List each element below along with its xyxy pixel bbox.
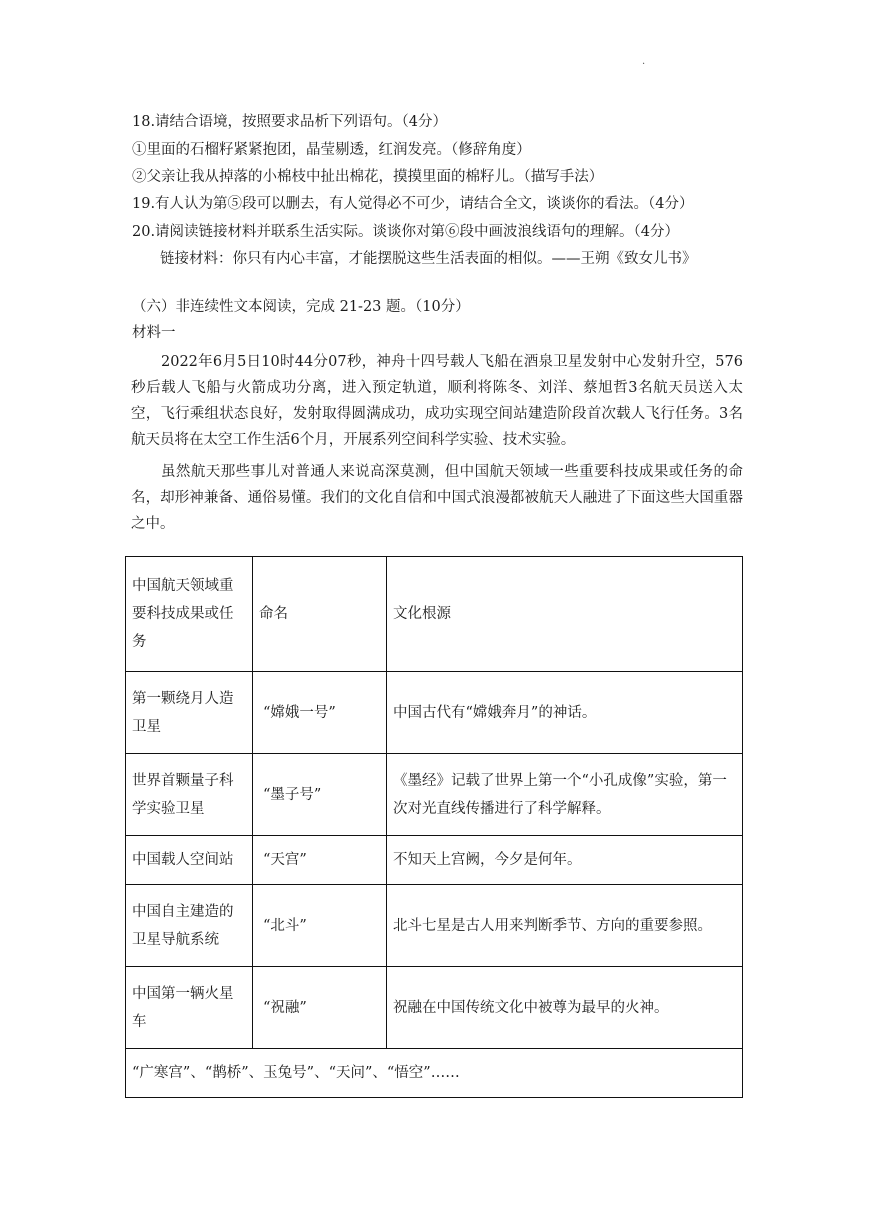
- cell-origin: 北斗七星是古人用来判断季节、方向的重要参照。: [387, 885, 743, 967]
- paragraph-2: [131, 459, 743, 537]
- cell-achievement: 世界首颗量子科学实验卫星: [126, 754, 253, 836]
- table-row: [126, 754, 743, 836]
- cell-name: “祝融”: [253, 967, 387, 1049]
- cell-achievement: 中国第一辆火星车: [126, 967, 253, 1049]
- cell-origin: 《墨经》记载了世界上第一个“小孔成像”实验，第一次对光直线传播进行了科学解释。: [387, 754, 743, 836]
- cell-achievement: 中国载人空间站: [126, 836, 253, 885]
- cell-name: “北斗”: [253, 885, 387, 967]
- table-row: [126, 967, 743, 1049]
- cell-origin: 不知天上宫阙，今夕是何年。: [387, 836, 743, 885]
- link-material: 链接材料：你只有内心丰富，才能摆脱这些生活表面的相似。——王朔《致女儿书》: [160, 251, 697, 267]
- cell-achievement: 中国自主建造的卫星导航系统: [126, 885, 253, 967]
- header-origin: 文化根源: [387, 557, 743, 672]
- naming-table: [125, 556, 743, 1098]
- table-footer: “广寒宫”、“鹊桥”、玉兔号”、“天问”、“悟空”……: [126, 1049, 743, 1098]
- cell-origin: 中国古代有“嫦娥奔月”的神话。: [387, 672, 743, 754]
- cell-name: “嫦娥一号”: [253, 672, 387, 754]
- table-footer-row: [126, 1049, 743, 1098]
- cell-name: “墨子号”: [253, 754, 387, 836]
- paragraph-1-text: 2022年6月5日10时44分07秒，神舟十四号载人飞船在酒泉卫星发射中心发射升空，576秒后载人飞船与火箭成功分离，进入预定轨道，顺利将陈冬、刘洋、蔡旭哲3名航天员送入太空，飞行乘组状态良好，发射取得圆满成功，成功实现空间站建造阶段首次载人飞行任务。3名航天员将在太空工作生活6个月，开展系列空间科学实验、技术实验。: [131, 354, 743, 448]
- question-18: 18.请结合语境，按照要求品析下列语句。（4分）: [132, 114, 448, 130]
- question-19: 19.有人认为第⑤段可以删去，有人觉得必不可少，请结合全文，谈谈你的看法。（4分）: [132, 196, 694, 212]
- question-20: 20.请阅读链接材料并联系生活实际。谈谈你对第⑥段中画波浪线语句的理解。（4分）: [132, 224, 680, 240]
- paragraph-2-text: 虽然航天那些事儿对普通人来说高深莫测，但中国航天领域一些重要科技成果或任务的命名，却形神兼备、通俗易懂。我们的文化自信和中国式浪漫都被航天人融进了下面这些大国重器之中。: [131, 464, 743, 532]
- table-row: [126, 885, 743, 967]
- question-18-item-1: ①里面的石榴籽紧紧抱团，晶莹剔透，红润发亮。（修辞角度）: [132, 142, 531, 158]
- page-mark: .: [642, 56, 646, 67]
- cell-achievement: 第一颗绕月人造卫星: [126, 672, 253, 754]
- table-row: [126, 836, 743, 885]
- header-name: 命名: [253, 557, 387, 672]
- section-title: （六）非连续性文本阅读，完成 21-23 题。（10分）: [132, 299, 470, 315]
- table-header-row: [126, 557, 743, 672]
- paragraph-1: [131, 349, 743, 453]
- header-achievement: 中国航天领域重要科技成果或任务: [126, 557, 253, 672]
- table-row: [126, 672, 743, 754]
- question-18-item-2: ②父亲让我从掉落的小棉枝中扯出棉花，摸摸里面的棉籽儿。（描写手法）: [132, 169, 604, 185]
- cell-origin: 祝融在中国传统文化中被尊为最早的火神。: [387, 967, 743, 1049]
- material-label: 材料一: [132, 325, 176, 341]
- cell-name: “天宫”: [253, 836, 387, 885]
